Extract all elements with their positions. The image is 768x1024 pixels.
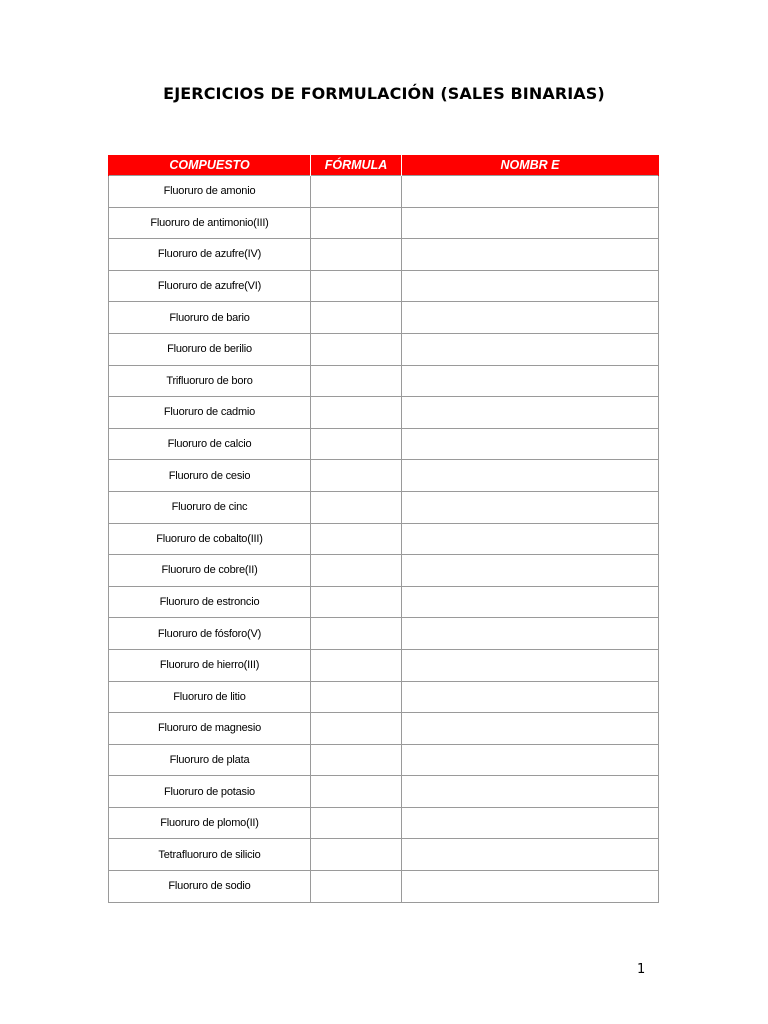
table-row <box>109 681 659 713</box>
compuesto-cell: Tetrafluoruro de silicio <box>109 839 311 871</box>
compuesto-cell: Fluoruro de plata <box>109 744 311 776</box>
page-number: 1 <box>637 962 646 977</box>
nombre-cell[interactable] <box>402 555 659 587</box>
formulation-table <box>108 155 659 903</box>
compuesto-cell: Fluoruro de plomo(II) <box>109 807 311 839</box>
compuesto-cell: Fluoruro de cinc <box>109 491 311 523</box>
compuesto-cell: Fluoruro de antimonio(III) <box>109 207 311 239</box>
table-row <box>109 776 659 808</box>
table-row <box>109 523 659 555</box>
nombre-cell[interactable] <box>402 428 659 460</box>
formula-cell[interactable] <box>311 649 402 681</box>
compuesto-cell: Fluoruro de amonio <box>109 176 311 208</box>
page-title: EJERCICIOS DE FORMULACIÓN (SALES BINARIAS) <box>163 84 605 103</box>
table-row <box>109 713 659 745</box>
formula-cell[interactable] <box>311 239 402 271</box>
table-row <box>109 618 659 650</box>
table-row <box>109 491 659 523</box>
formula-cell[interactable] <box>311 713 402 745</box>
formula-cell[interactable] <box>311 302 402 334</box>
header-formula: FÓRMULA <box>311 155 402 176</box>
nombre-cell[interactable] <box>402 776 659 808</box>
compuesto-cell: Fluoruro de cobalto(III) <box>109 523 311 555</box>
formula-cell[interactable] <box>311 270 402 302</box>
formula-cell[interactable] <box>311 460 402 492</box>
nombre-cell[interactable] <box>402 744 659 776</box>
compuesto-cell: Trifluoruro de boro <box>109 365 311 397</box>
formula-cell[interactable] <box>311 333 402 365</box>
formula-cell[interactable] <box>311 428 402 460</box>
table-row <box>109 270 659 302</box>
nombre-cell[interactable] <box>402 176 659 208</box>
table-row <box>109 839 659 871</box>
table-row <box>109 807 659 839</box>
compuesto-cell: Fluoruro de estroncio <box>109 586 311 618</box>
nombre-cell[interactable] <box>402 839 659 871</box>
formula-cell[interactable] <box>311 491 402 523</box>
compuesto-cell: Fluoruro de hierro(III) <box>109 649 311 681</box>
compuesto-cell: Fluoruro de cobre(II) <box>109 555 311 587</box>
formula-cell[interactable] <box>311 586 402 618</box>
formula-cell[interactable] <box>311 365 402 397</box>
nombre-cell[interactable] <box>402 649 659 681</box>
table-row <box>109 302 659 334</box>
compuesto-cell: Fluoruro de sodio <box>109 871 311 903</box>
nombre-cell[interactable] <box>402 491 659 523</box>
formula-cell[interactable] <box>311 523 402 555</box>
formula-cell[interactable] <box>311 871 402 903</box>
table-row <box>109 744 659 776</box>
compuesto-cell: Fluoruro de cesio <box>109 460 311 492</box>
table-row <box>109 586 659 618</box>
header-nombre <box>402 155 659 176</box>
nombre-cell[interactable] <box>402 239 659 271</box>
nombre-cell[interactable] <box>402 523 659 555</box>
nombre-cell[interactable] <box>402 681 659 713</box>
compuesto-cell: Fluoruro de cadmio <box>109 397 311 429</box>
table-body <box>109 176 659 903</box>
nombre-cell[interactable] <box>402 871 659 903</box>
formula-cell[interactable] <box>311 681 402 713</box>
table-row <box>109 397 659 429</box>
table-header-row <box>109 155 659 176</box>
compuesto-cell: Fluoruro de fósforo(V) <box>109 618 311 650</box>
nombre-cell[interactable] <box>402 207 659 239</box>
nombre-cell[interactable] <box>402 586 659 618</box>
table-row <box>109 428 659 460</box>
table-row <box>109 649 659 681</box>
nombre-cell[interactable] <box>402 807 659 839</box>
table-row <box>109 365 659 397</box>
formula-cell[interactable] <box>311 744 402 776</box>
table-row <box>109 239 659 271</box>
compuesto-cell: Fluoruro de bario <box>109 302 311 334</box>
nombre-cell[interactable] <box>402 302 659 334</box>
formula-cell[interactable] <box>311 397 402 429</box>
nombre-cell[interactable] <box>402 270 659 302</box>
formula-cell[interactable] <box>311 807 402 839</box>
table-row <box>109 333 659 365</box>
table-row <box>109 555 659 587</box>
nombre-cell[interactable] <box>402 397 659 429</box>
table-row <box>109 207 659 239</box>
formula-cell[interactable] <box>311 839 402 871</box>
header-compuesto: COMPUESTO <box>109 155 311 176</box>
table-row <box>109 176 659 208</box>
nombre-cell[interactable] <box>402 460 659 492</box>
header-nombre-label: NOMBR E <box>500 158 560 172</box>
compuesto-cell: Fluoruro de potasio <box>109 776 311 808</box>
compuesto-cell: Fluoruro de magnesio <box>109 713 311 745</box>
compuesto-cell: Fluoruro de azufre(IV) <box>109 239 311 271</box>
nombre-cell[interactable] <box>402 618 659 650</box>
formula-cell[interactable] <box>311 176 402 208</box>
formula-cell[interactable] <box>311 618 402 650</box>
table-row <box>109 460 659 492</box>
table-row <box>109 871 659 903</box>
nombre-cell[interactable] <box>402 333 659 365</box>
formula-cell[interactable] <box>311 207 402 239</box>
nombre-cell[interactable] <box>402 713 659 745</box>
nombre-cell[interactable] <box>402 365 659 397</box>
formula-cell[interactable] <box>311 776 402 808</box>
formula-cell[interactable] <box>311 555 402 587</box>
compuesto-cell: Fluoruro de litio <box>109 681 311 713</box>
compuesto-cell: Fluoruro de berilio <box>109 333 311 365</box>
compuesto-cell: Fluoruro de calcio <box>109 428 311 460</box>
compuesto-cell: Fluoruro de azufre(VI) <box>109 270 311 302</box>
